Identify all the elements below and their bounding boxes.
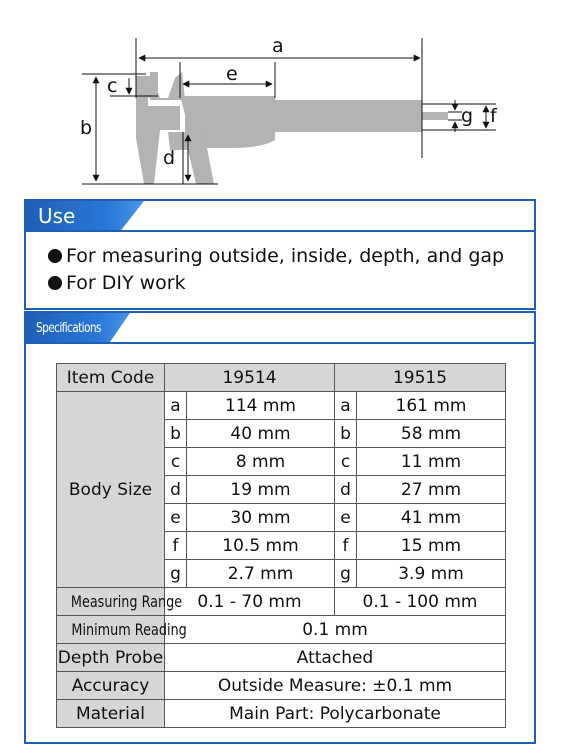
table-row bbox=[57, 588, 506, 616]
dim-key: b bbox=[335, 420, 357, 448]
dim-value: 40 mm bbox=[187, 420, 335, 448]
use-item-text: For DIY work bbox=[66, 272, 186, 294]
dim-key: d bbox=[165, 476, 187, 504]
specs-tab-underline bbox=[26, 342, 534, 344]
header-model-2: 19515 bbox=[335, 364, 506, 392]
dim-value: 30 mm bbox=[187, 504, 335, 532]
dim-value: 58 mm bbox=[357, 420, 506, 448]
dim-value: 10.5 mm bbox=[187, 532, 335, 560]
measuring-range-value-2: 0.1 - 100 mm bbox=[335, 588, 506, 616]
dim-key: e bbox=[165, 504, 187, 532]
caliper-dimension-diagram bbox=[0, 0, 566, 190]
use-tab-bar bbox=[26, 201, 534, 231]
bullet-icon bbox=[48, 249, 62, 263]
dim-key: c bbox=[165, 448, 187, 476]
specs-title: Specifications bbox=[36, 321, 101, 336]
header-item-code: Item Code bbox=[57, 364, 165, 392]
dim-key: f bbox=[335, 532, 357, 560]
dim-value: 41 mm bbox=[357, 504, 506, 532]
dim-value: 11 mm bbox=[357, 448, 506, 476]
label-a: a bbox=[272, 35, 284, 57]
dim-key: e bbox=[335, 504, 357, 532]
label-g: g bbox=[461, 105, 474, 127]
dim-key: g bbox=[335, 560, 357, 588]
dim-key: b bbox=[165, 420, 187, 448]
minimum-reading-value: 0.1 mm bbox=[165, 616, 506, 644]
specifications-panel bbox=[24, 311, 536, 744]
dim-value: 19 mm bbox=[187, 476, 335, 504]
dim-key: f bbox=[165, 532, 187, 560]
dim-value: 114 mm bbox=[187, 392, 335, 420]
use-item-text: For measuring outside, inside, depth, and gap bbox=[66, 245, 505, 267]
label-f: f bbox=[490, 105, 497, 127]
dim-value: 8 mm bbox=[187, 448, 335, 476]
body-size-label: Body Size bbox=[57, 392, 165, 588]
dim-value: 15 mm bbox=[357, 532, 506, 560]
use-panel bbox=[24, 199, 536, 310]
measuring-range-value-1: 0.1 - 70 mm bbox=[165, 588, 335, 616]
depth-probe-value: Attached bbox=[165, 644, 506, 672]
dim-key: a bbox=[335, 392, 357, 420]
table-row bbox=[57, 616, 506, 644]
dim-key: a bbox=[165, 392, 187, 420]
accuracy-value: Outside Measure: ±0.1 mm bbox=[165, 672, 506, 700]
table-header-row bbox=[57, 364, 506, 392]
table-row bbox=[57, 392, 506, 420]
use-list bbox=[48, 243, 504, 297]
label-d: d bbox=[163, 147, 176, 169]
label-e: e bbox=[226, 63, 238, 85]
material-value: Main Part: Polycarbonate bbox=[165, 700, 506, 728]
depth-probe-label: Depth Probe bbox=[57, 644, 165, 672]
use-title: Use bbox=[38, 204, 76, 228]
table-row bbox=[57, 672, 506, 700]
table-row bbox=[57, 644, 506, 672]
material-label: Material bbox=[57, 700, 165, 728]
use-item bbox=[48, 270, 504, 297]
accuracy-label: Accuracy bbox=[57, 672, 165, 700]
table-row bbox=[57, 700, 506, 728]
dim-value: 161 mm bbox=[357, 392, 506, 420]
specifications-table bbox=[56, 363, 506, 728]
bullet-icon bbox=[48, 276, 62, 290]
header-model-1: 19514 bbox=[165, 364, 335, 392]
dim-value: 27 mm bbox=[357, 476, 506, 504]
dim-key: d bbox=[335, 476, 357, 504]
use-item bbox=[48, 243, 504, 270]
minimum-reading-label: Minimum Reading bbox=[57, 616, 165, 644]
specs-tab-bar bbox=[26, 313, 534, 343]
label-c: c bbox=[107, 75, 118, 97]
measuring-range-label: Measuring Range bbox=[57, 588, 165, 616]
label-b: b bbox=[80, 117, 93, 139]
dim-value: 3.9 mm bbox=[357, 560, 506, 588]
use-tab-underline bbox=[26, 230, 534, 232]
dim-key: g bbox=[165, 560, 187, 588]
dim-value: 2.7 mm bbox=[187, 560, 335, 588]
dim-key: c bbox=[335, 448, 357, 476]
